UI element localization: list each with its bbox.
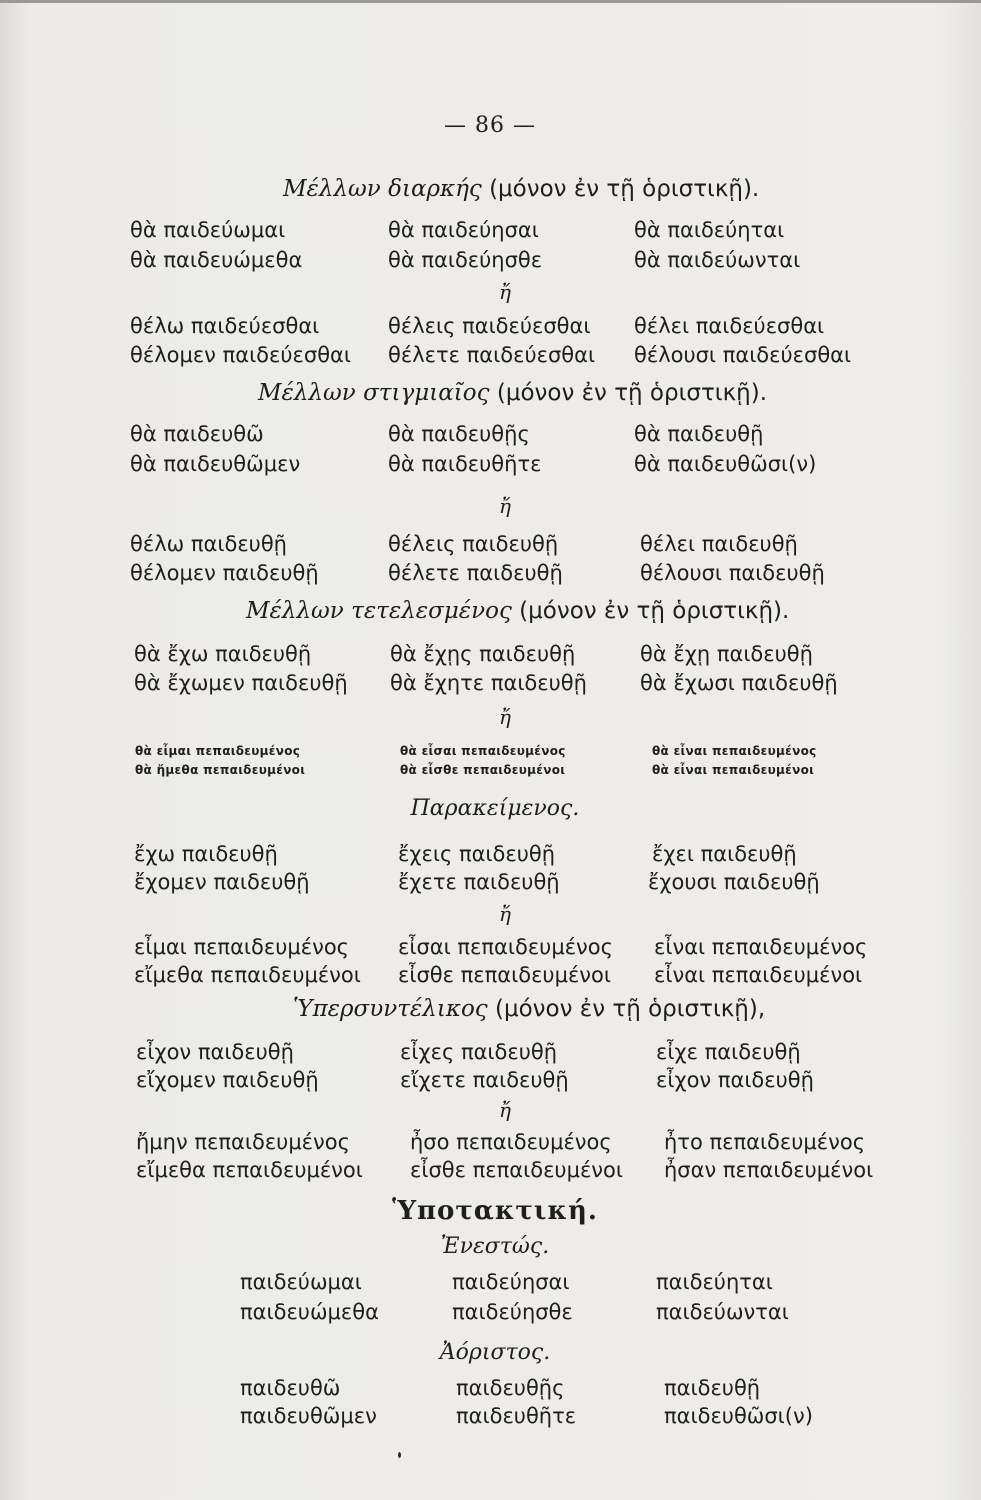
form-2sg: θὰ παιδεύησαι <box>388 218 539 242</box>
form-1pl: θέλομεν παιδευθῇ <box>130 561 319 585</box>
form-3sg: θὰ παιδεύηται <box>634 218 785 242</box>
form-2sg: θέλεις παιδεύεσθαι <box>388 314 591 338</box>
page-top-edge <box>0 0 981 3</box>
or-separator: ἤ <box>499 494 511 518</box>
conjugation-row <box>0 842 981 872</box>
form-2pl: ἔχετε παιδευθῇ <box>398 870 560 894</box>
form-2sg: ἦσο πεπαιδευμένος <box>410 1130 612 1154</box>
form-1pl: παιδευώμεθα <box>240 1300 379 1324</box>
conjugation-row <box>0 963 981 993</box>
conjugation-row <box>0 218 981 248</box>
form-3sg: θὰ παιδευθῇ <box>634 422 764 446</box>
form-2sg: ἔχεις παιδευθῇ <box>398 842 556 866</box>
conjugation-row <box>0 763 981 793</box>
or-separator: ἤ <box>499 705 511 729</box>
form-1pl: θὰ ἔχωμεν παιδευθῇ <box>134 671 348 695</box>
form-3pl: θὰ παιδεύωνται <box>634 248 801 272</box>
form-1sg: εἶμαι πεπαιδευμένος <box>134 935 349 959</box>
conjugation-row <box>0 1158 981 1188</box>
conjugation-row <box>0 642 981 672</box>
heading-mellon-diarkis <box>283 176 759 202</box>
form-3sg: θέλει παιδεύεσθαι <box>634 314 825 338</box>
conjugation-row <box>0 248 981 278</box>
heading-enestos: Ἐνεστώς. <box>440 1234 550 1259</box>
form-2pl: θὰ ἔχητε παιδευθῇ <box>390 671 587 695</box>
form-3pl: θὰ παιδευθῶσι(ν) <box>634 452 817 476</box>
form-1pl: εἴμεθα πεπαιδευμένοι <box>134 963 361 987</box>
form-1sg: ἔχω παιδευθῇ <box>134 842 278 866</box>
form-2pl: θὰ εἶσθε πεπαιδευμένοι <box>400 763 566 777</box>
form-3pl: παιδευθῶσι(ν) <box>664 1404 813 1428</box>
form-2pl: θὰ παιδεύησθε <box>388 248 543 272</box>
form-2pl: θέλετε παιδευθῇ <box>388 561 563 585</box>
form-2sg: εἶσαι πεπαιδευμένος <box>398 935 613 959</box>
form-2sg: θὰ ἔχῃς παιδευθῇ <box>390 642 576 666</box>
heading-mellon-stigmiaios <box>258 380 767 406</box>
form-2sg: παιδεύησαι <box>452 1270 570 1294</box>
conjugation-row <box>0 1376 981 1406</box>
form-1sg: θὰ εἶμαι πεπαιδευμένος <box>135 744 301 758</box>
heading-note: (μόνον ἐν τῇ ὁριστικῇ). <box>489 176 760 202</box>
heading-hypersyntelikos <box>293 996 765 1022</box>
conjugation-row <box>0 452 981 482</box>
form-3pl: ἔχουσι παιδευθῇ <box>648 870 820 894</box>
form-3sg: θὰ ἔχῃ παιδευθῇ <box>640 642 813 666</box>
heading-title: Μέλλων τετελεσμένος <box>246 598 512 624</box>
form-2pl: εἶσθε πεπαιδευμένοι <box>410 1158 623 1182</box>
conjugation-row <box>0 935 981 965</box>
form-3pl: ἦσαν πεπαιδευμένοι <box>664 1158 874 1182</box>
conjugation-row <box>0 1130 981 1160</box>
form-3pl: θέλουσι παιδεύεσθαι <box>634 343 852 367</box>
form-3pl: εἶχον παιδευθῇ <box>656 1068 814 1092</box>
form-1pl: θὰ παιδευώμεθα <box>130 248 303 272</box>
conjugation-row <box>0 671 981 701</box>
heading-mellon-tetelesmenos <box>246 598 789 624</box>
form-3sg: θέλει παιδευθῇ <box>640 532 798 556</box>
form-2pl: θέλετε παιδεύεσθαι <box>388 343 596 367</box>
form-2sg: θὰ παιδευθῇς <box>388 422 530 446</box>
form-1pl: παιδευθῶμεν <box>240 1404 377 1428</box>
heading-note: (μόνον ἐν τῇ ὁριστικῇ), <box>495 996 766 1022</box>
form-1sg: ἤμην πεπαιδευμένος <box>136 1130 350 1154</box>
form-3sg: εἶναι πεπαιδευμένος <box>654 935 868 959</box>
form-1sg: εἶχον παιδευθῇ <box>136 1040 294 1064</box>
form-3sg: θὰ εἶναι πεπαιδευμένος <box>652 744 817 758</box>
form-3sg: ἦτο πεπαιδευμένος <box>664 1130 866 1154</box>
form-2pl: εἴχετε παιδευθῇ <box>400 1068 569 1092</box>
heading-parakeimenos: Παρακείμενος. <box>410 796 580 821</box>
form-1sg: θὰ παιδευθῶ <box>130 422 264 446</box>
form-1pl: ἔχομεν παιδευθῇ <box>134 870 310 894</box>
form-3pl: θέλουσι παιδευθῇ <box>640 561 825 585</box>
form-1pl: θὰ παιδευθῶμεν <box>130 452 301 476</box>
ink-speck <box>398 1452 401 1458</box>
conjugation-row <box>0 532 981 562</box>
form-2pl: παιδεύησθε <box>452 1300 573 1324</box>
form-1sg: θέλω παιδευθῇ <box>130 532 287 556</box>
form-3pl: θὰ εἶναι πεπαιδευμένοι <box>652 763 815 777</box>
form-3pl: παιδεύωνται <box>656 1300 789 1324</box>
form-1pl: εἴμεθα πεπαιδευμένοι <box>136 1158 363 1182</box>
conjugation-row <box>0 870 981 900</box>
form-2sg: παιδευθῇς <box>456 1376 565 1400</box>
conjugation-row <box>0 1404 981 1434</box>
conjugation-row <box>0 1068 981 1098</box>
form-2sg: θὰ εἶσαι πεπαιδευμένος <box>400 744 566 758</box>
heading-title: Μέλλων διαρκής <box>283 176 482 202</box>
conjugation-row <box>0 561 981 591</box>
form-3sg: παιδευθῇ <box>664 1376 761 1400</box>
form-1sg: θὰ ἔχω παιδευθῇ <box>134 642 312 666</box>
conjugation-row <box>0 343 981 373</box>
heading-note: (μόνον ἐν τῇ ὁριστικῇ). <box>496 380 768 406</box>
conjugation-row <box>0 314 981 344</box>
heading-hypotaktiki: Ὑποτακτική. <box>392 1196 598 1226</box>
heading-title: Ὑπερσυντέλικος <box>293 996 488 1022</box>
form-2sg: εἶχες παιδευθῇ <box>400 1040 558 1064</box>
form-3sg: ἔχει παιδευθῇ <box>652 842 797 866</box>
conjugation-row <box>0 1040 981 1070</box>
heading-title: Μέλλων στιγμιαῖος <box>258 380 490 406</box>
form-1sg: παιδευθῶ <box>240 1376 341 1400</box>
form-3sg: εἶχε παιδευθῇ <box>656 1040 801 1064</box>
or-separator: ἤ <box>499 1098 511 1122</box>
conjugation-row <box>0 422 981 452</box>
form-3pl: θὰ ἔχωσι παιδευθῇ <box>640 671 838 695</box>
form-2sg: θέλεις παιδευθῇ <box>388 532 559 556</box>
form-2pl: παιδευθῆτε <box>456 1404 577 1428</box>
form-1pl: θέλομεν παιδεύεσθαι <box>130 343 351 367</box>
form-1sg: θέλω παιδεύεσθαι <box>130 314 320 338</box>
page-number: — 86 — <box>444 113 536 138</box>
or-separator: ἤ <box>499 280 511 304</box>
form-2pl: εἶσθε πεπαιδευμένοι <box>398 963 611 987</box>
heading-aoristos: Ἀόριστος. <box>439 1340 551 1365</box>
form-1sg: παιδεύωμαι <box>240 1270 362 1294</box>
form-3sg: παιδεύηται <box>656 1270 773 1294</box>
form-1pl: εἴχομεν παιδευθῇ <box>136 1068 319 1092</box>
form-1sg: θὰ παιδεύωμαι <box>130 218 286 242</box>
heading-note: (μόνον ἐν τῇ ὁριστικῇ). <box>519 598 790 624</box>
form-1pl: θὰ ἤμεθα πεπαιδευμένοι <box>135 763 306 777</box>
conjugation-row <box>0 1270 981 1300</box>
form-2pl: θὰ παιδευθῆτε <box>388 452 542 476</box>
or-separator: ἤ <box>499 902 511 926</box>
form-3pl: εἶναι πεπαιδευμένοι <box>654 963 863 987</box>
conjugation-row <box>0 1300 981 1330</box>
